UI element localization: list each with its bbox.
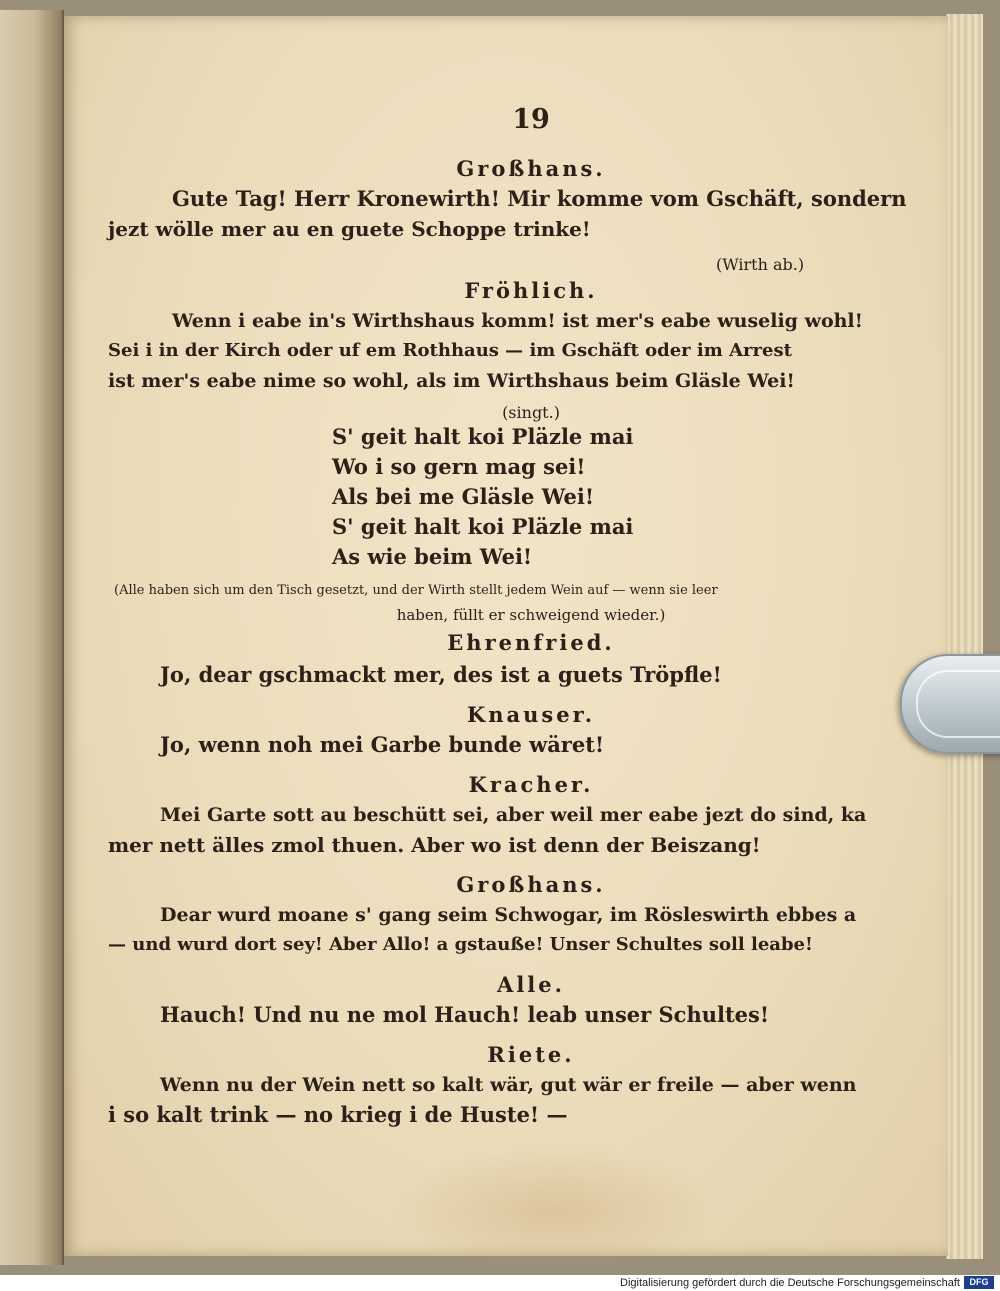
text-line: ist mer's eabe nime so wohl, als im Wirthshaus beim Gläsle Wei! [108, 370, 795, 392]
song-line: Als bei me Gläsle Wei! [332, 484, 595, 509]
text-line: i so kalt trink — no krieg i de Huste! — [108, 1102, 568, 1127]
text-line: Gute Tag! Herr Kronewirth! Mir komme vom Gschäft, sondern [172, 186, 907, 211]
dfg-logo-icon: DFG [964, 1276, 994, 1289]
text-line: Wenn i eabe in's Wirthshaus komm! ist mer's eabe wuselig wohl! [172, 310, 863, 332]
text-line: — und wurd dort sey! Aber Allo! a gstauße! Unser Schultes soll leabe! [108, 934, 813, 955]
speaker-name: Riete. [487, 1042, 575, 1067]
previous-page-edge [0, 10, 64, 1265]
speaker-name: Kracher. [468, 772, 594, 797]
text-line: Mei Garte sott au beschütt sei, aber weil mer eabe jezt do sind, ka [160, 804, 867, 826]
speaker-name: Großhans. [456, 156, 606, 181]
text-line: jezt wölle mer au en guete Schoppe trinke! [108, 217, 591, 241]
text-line: Jo, dear gschmackt mer, des ist a guets Tröpfle! [160, 662, 722, 687]
footer-credit: Digitalisierung gefördert durch die Deutsche Forschungsgemeinschaft [620, 1277, 960, 1289]
song-line: Wo i so gern mag sei! [332, 454, 586, 479]
stage-direction: (Alle haben sich um den Tisch gesetzt, und der Wirth stellt jedem Wein auf — wenn sie leer [114, 583, 718, 598]
text-line: Dear wurd moane s' gang seim Schwogar, im Rösleswirth ebbes a [160, 904, 857, 926]
stage-direction: haben, füllt er schweigend wieder.) [396, 606, 666, 624]
speaker-name: Fröhlich. [464, 278, 598, 303]
text-line: mer nett älles zmol thuen. Aber wo ist denn der Beiszang! [108, 833, 761, 857]
speaker-name: Großhans. [456, 872, 606, 897]
text-line: Wenn nu der Wein nett so kalt wär, gut wär er freile — aber wenn [160, 1074, 857, 1096]
speaker-name: Alle. [497, 972, 565, 997]
paper-clip [900, 654, 1000, 754]
stage-direction: (singt.) [502, 403, 560, 422]
text-line: Jo, wenn noh mei Garbe bunde wäret! [160, 732, 605, 757]
book-page [64, 16, 948, 1256]
speaker-name: Knauser. [466, 702, 596, 727]
stage-direction: (Wirth ab.) [716, 255, 805, 274]
page-stain [394, 1146, 714, 1276]
text-line: Sei i in der Kirch oder uf em Rothhaus — im Gschäft oder im Arrest [108, 340, 792, 361]
page-number: 19 [512, 104, 550, 135]
footer-bar [0, 1275, 1000, 1291]
song-line: As wie beim Wei! [332, 544, 533, 569]
song-line: S' geit halt koi Pläzle mai [332, 424, 634, 449]
song-line: S' geit halt koi Pläzle mai [332, 514, 634, 539]
speaker-name: Ehrenfried. [447, 630, 615, 655]
text-line: Hauch! Und nu ne mol Hauch! leab unser Schultes! [160, 1002, 770, 1027]
